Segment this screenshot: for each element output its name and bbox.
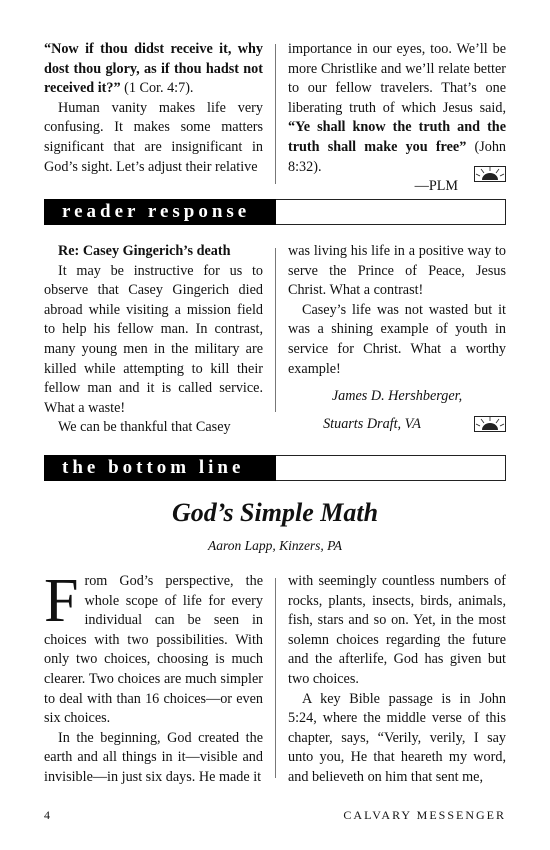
article-paragraph: From God’s perspective, the whole scope of life for every individual can be seen in choices with two possibilities. With only two choices, choosing is much clearer. Two choices are much simpler to deal with than 16 choices—or even six choices.: [44, 567, 263, 727]
letter-paragraph: was living his life in a positive way to serve the Prince of Peace, Jesus Christ. What a contrast!: [288, 243, 506, 299]
bottom-line-banner: [44, 455, 506, 481]
scripture-quote: “Now if thou didst receive it, why dost thou glory, as if thou hadst not received it?” (1 Cor. 4:7).: [44, 41, 263, 97]
letter-heading: Re: Casey Gingerich’s death: [58, 243, 231, 259]
signature: —PLM: [414, 178, 458, 195]
top-right-paragraph: importance in our eyes, too. We’ll be more Christlike and we’ll relate better to our fellow travelers. That’s one liberating truth of which Jesus said, “Ye shall know the truth and the truth shall make you free” (John 8:32).: [288, 41, 507, 175]
top-column-divider: [275, 44, 276, 184]
top-left-paragraph: Human vanity makes life very confusing. It makes some matters significant that are insignificant in God’s sight. Let’s adjust their relative: [44, 99, 263, 175]
letter-paragraph: We can be thankful that Casey: [58, 419, 231, 436]
sunrise-logo-icon: [474, 166, 506, 182]
article-left-column: [44, 567, 263, 788]
reader-response-banner: [44, 199, 506, 225]
article-paragraph: with seemingly countless numbers of rocks, plants, insects, birds, animals, fish, stars and so on. Yet, in the most solemn choices regarding the future and the afterlife, God has given but two choices.: [288, 573, 506, 687]
top-left-column: [44, 40, 263, 177]
article-title: God’s Simple Math: [171, 498, 379, 527]
letter-paragraph: It may be instructive for us to observe that Casey Gingerich died abroad while visiting a mission field to help his fellow man. In contrast, many young men in the military are killed while attempting to kill their fellow man and it is called service. What a waste!: [44, 262, 263, 416]
reader-right-column: [288, 242, 506, 434]
article-column-divider: [275, 578, 276, 778]
article-paragraph: In the beginning, God created the earth and all things in it—visible and invisible—in just six days. He made it: [44, 729, 263, 785]
page-number: 4: [44, 808, 50, 822]
reader-left-column: [44, 242, 263, 438]
drop-cap: F: [44, 567, 79, 635]
section-heading: the bottom line: [44, 455, 276, 481]
article-byline: Aaron Lapp, Kinzers, PA: [208, 538, 342, 553]
reader-column-divider: [275, 248, 276, 412]
letter-author: James D. Hershberger,: [331, 388, 463, 405]
section-heading: reader response: [44, 199, 276, 225]
article-right-column: [288, 572, 506, 788]
publication-name: CALVARY MESSENGER: [343, 808, 506, 822]
sunrise-logo-icon: [474, 416, 506, 432]
article-paragraph: A key Bible passage is in John 5:24, where the middle verse of this chapter, says, “Verily, verily, I say unto you, He that heareth my word, and believeth on him that sent me,: [288, 690, 506, 785]
letter-location: Stuarts Draft, VA: [323, 415, 421, 432]
letter-paragraph: Casey’s life was not wasted but it was a shining example of youth in service for Christ. What a worthy example!: [288, 301, 506, 377]
